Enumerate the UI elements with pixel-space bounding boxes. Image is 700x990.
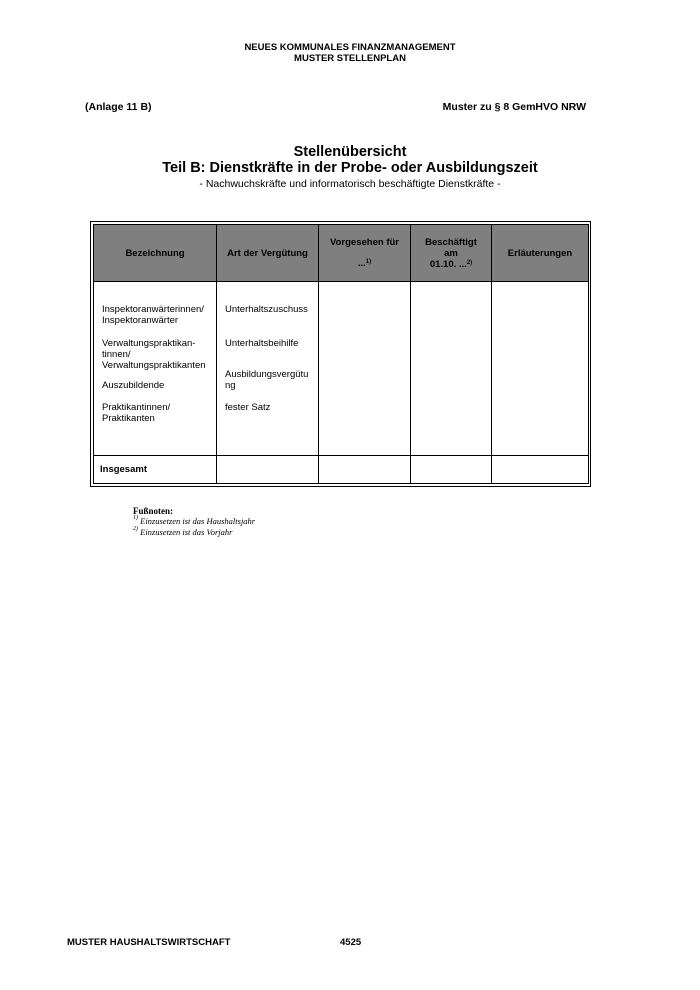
total-cell: [319, 456, 411, 484]
total-label: Insgesamt: [94, 456, 217, 484]
header-bezeichnung: Bezeichnung: [94, 225, 217, 282]
header-beschaeftigt: [411, 225, 492, 282]
footnote-ref-1: 1): [365, 259, 372, 265]
vorgesehen-cell: [319, 282, 411, 456]
list-item-text: Inspektoranwärterinnen/: [102, 304, 204, 315]
footnotes-heading: Fußnoten:: [133, 506, 174, 516]
header-beschaeftigt-line1: Beschäftigt: [425, 236, 477, 248]
table-header-row: [94, 225, 589, 282]
list-item: [102, 380, 164, 391]
footer-left: MUSTER HAUSHALTSWIRTSCHAFT: [67, 937, 231, 948]
header-beschaeftigt-line2: am: [444, 247, 458, 259]
footnote-text: Einzusetzen ist das Vorjahr: [138, 527, 233, 537]
list-item: [102, 402, 170, 424]
table-total-row: [94, 456, 589, 484]
regulation-reference: Muster zu § 8 GemHVO NRW: [442, 101, 586, 113]
page-subtitle: - Nachwuchskräfte und informatorisch beschäftigte Dienstkräfte -: [199, 178, 501, 190]
list-item-text: Praktikantinnen/: [102, 402, 171, 413]
footnote-text: Einzusetzen ist das Haushaltsjahr: [138, 516, 256, 526]
annex-label: (Anlage 11 B): [85, 101, 152, 113]
footnote-2: [133, 527, 232, 537]
list-item-text: fester Satz: [225, 402, 271, 413]
list-item-text: Verwaltungspraktikan-: [102, 338, 196, 349]
verguetung-cell: [217, 282, 319, 456]
beschaeftigt-cell: [411, 282, 492, 456]
total-cell: [217, 456, 319, 484]
header-vorgesehen: [319, 225, 411, 282]
bezeichnung-cell: [94, 282, 217, 456]
list-item-text: tinnen/: [102, 349, 131, 360]
list-item: [102, 304, 204, 326]
erlaeuterungen-cell: [492, 282, 589, 456]
list-item: [102, 338, 206, 371]
page-title-part: Teil B: Dienstkräfte in der Probe- oder Ausbildungszeit: [162, 160, 538, 176]
total-cell: [492, 456, 589, 484]
header-vorgesehen-line1: Vorgesehen für: [330, 237, 399, 248]
list-item: [225, 338, 298, 349]
footnote-mark: 2): [133, 526, 138, 532]
header-beschaeftigt-line3: 01.10. ...: [429, 258, 467, 270]
list-item-text: Unterhaltsbeihilfe: [225, 338, 299, 349]
document-header-line1: NEUES KOMMUNALES FINANZMANAGEMENT: [244, 42, 456, 53]
footnote-1: [133, 516, 255, 526]
header-art-der-verguetung: Art der Vergütung: [217, 225, 319, 282]
list-item-text: Verwaltungspraktikanten: [102, 360, 206, 371]
header-vorgesehen-line2: ...: [357, 258, 366, 269]
list-item: [225, 402, 270, 413]
footnote-mark: 1): [133, 515, 138, 521]
header-erlaeuterungen: Erläuterungen: [492, 225, 589, 282]
list-item-text: ng: [225, 380, 236, 391]
list-item-text: Auszubildende: [102, 380, 165, 391]
list-item-text: Inspektoranwärter: [102, 315, 179, 326]
footnote-ref-2: 2): [466, 259, 473, 266]
total-cell: [411, 456, 492, 484]
list-item-text: Praktikanten: [102, 413, 155, 424]
list-item-text: Ausbildungsvergütu: [225, 369, 309, 380]
list-item: [225, 304, 308, 315]
document-header-line2: MUSTER STELLENPLAN: [294, 53, 406, 64]
list-item: [225, 369, 308, 391]
table-body-row: [94, 282, 589, 456]
list-item-text: Unterhaltszuschuss: [225, 304, 308, 315]
page-title: Stellenübersicht: [293, 144, 407, 160]
page-number: 4525: [340, 937, 362, 948]
staff-overview-table: [90, 221, 591, 487]
